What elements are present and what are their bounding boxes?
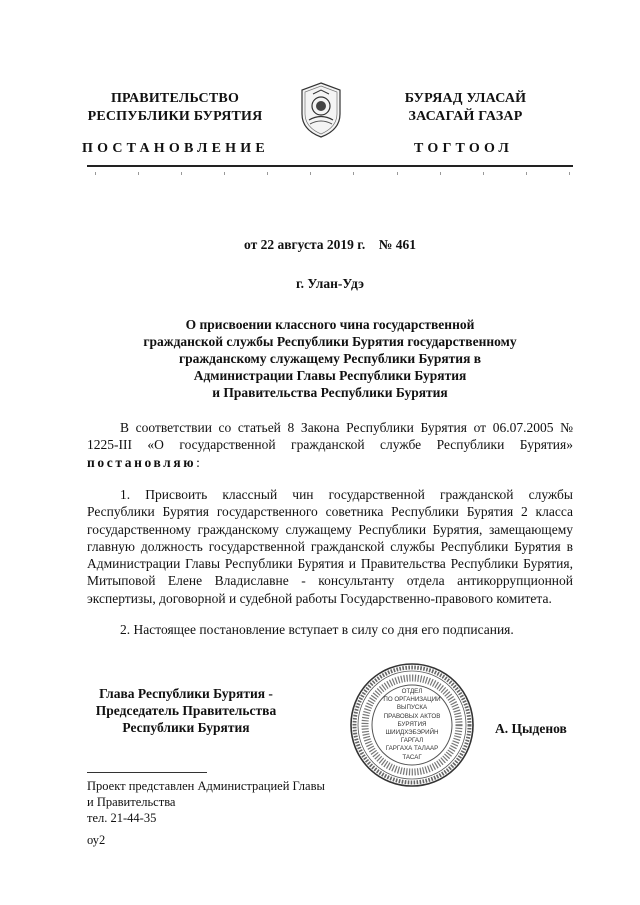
header-right-line2: ЗАСАГАЙ ГАЗАР	[408, 109, 523, 124]
header-left-title	[80, 90, 270, 126]
date-number: от 22 августа 2019 г. № 461	[244, 237, 416, 252]
intro-paragraph	[87, 419, 573, 471]
footer-line2: и Правительства	[87, 795, 176, 809]
title-line-1: О присвоении классного чина государственной	[185, 317, 475, 332]
title-line-4: Администрации Главы Республики Бурятия	[193, 368, 467, 383]
decree-word: постановляю	[87, 454, 197, 470]
city: г. Улан-Удэ	[296, 276, 364, 291]
signatory-name: А. Цыденов	[495, 721, 567, 736]
footer-line1: Проект представлен Администрацией Главы	[87, 779, 325, 793]
coat-of-arms-emblem	[296, 80, 346, 140]
title-line-5: и Правительства Республики Бурятия	[212, 385, 448, 400]
signatory-title-line2: Председатель Правительства	[95, 703, 277, 718]
header-dotted-line	[95, 172, 570, 176]
doc-type-right: ТОГТООЛ	[414, 141, 514, 156]
header-right-title	[378, 90, 553, 126]
title-line-2: гражданской службы Республики Бурятия государственному	[143, 334, 517, 349]
footer-rule	[87, 772, 207, 773]
stamp-inner-text: ОТДЕЛ ПО ОРГАНИЗАЦИИ ВЫПУСКА ПРАВОВЫХ АКТОВ БУРЯТИЯ ШИИДХЭБЭРИЙН ГАРГАЛ ГАРГАХА ТАЛААР ТАСАГ	[383, 688, 441, 761]
intro-text: В соответствии со статьей 8 Закона Республики Бурятия от 06.07.2005 № 1225-III «О государственной гражданской службе Республики Бурятия»	[87, 420, 573, 453]
signatory-title-line3: Республики Бурятия	[122, 720, 250, 735]
official-stamp	[348, 661, 476, 789]
header-right-line1: БУРЯАД УЛАСАЙ	[404, 91, 527, 106]
signatory-title-line1: Глава Республики Бурятия -	[99, 686, 273, 701]
document-title	[87, 316, 573, 401]
signatory-title	[78, 685, 294, 736]
header-rule	[87, 165, 573, 167]
footer-note	[87, 778, 387, 848]
footer-code: оу2	[87, 833, 106, 847]
title-line-3: гражданскому служащему Республики Бурятия в	[178, 351, 482, 366]
doc-type-left: ПОСТАНОВЛЕНИЕ	[82, 141, 269, 156]
decree-colon: :	[196, 454, 200, 470]
item-1-paragraph: 1. Присвоить классный чин государственной гражданской службы Республики Бурятия государственного советника Республики Бурятия 2 класса государственному гражданскому служащему Республики Бурятия, замещающему главную должность государственной гражданской службы Республики Бурятия в Администрации Главы Республики Бурятия и Правительства Республики Бурятия, Митыповой Елене Владиславне - консультанту отдела антикоррупционной экспертизы, договорной и судебной работы Государственно-правового комитета.	[87, 487, 573, 606]
header-left-line1: ПРАВИТЕЛЬСТВО	[110, 91, 240, 106]
header-left-line2: РЕСПУБЛИКИ БУРЯТИЯ	[87, 109, 263, 124]
footer-phone: тел. 21-44-35	[87, 811, 157, 825]
item-2-paragraph: 2. Настоящее постановление вступает в силу со дня его подписания.	[120, 622, 514, 637]
